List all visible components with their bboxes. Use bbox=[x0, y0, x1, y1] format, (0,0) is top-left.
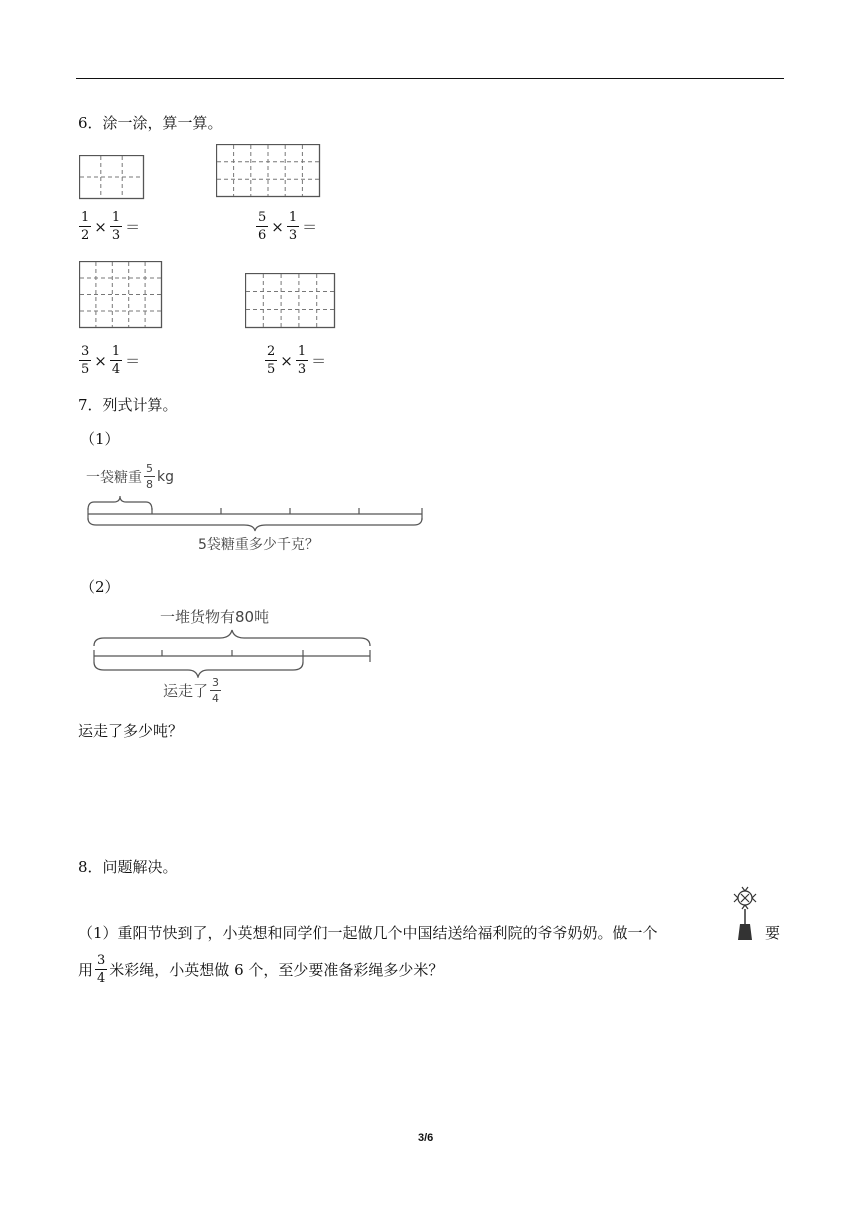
goods-total-label: 一堆货物有80吨 bbox=[160, 608, 270, 626]
fraction: $\frac{1}{2}$ bbox=[81, 210, 90, 243]
q8-line-2: 用 $\frac{3}{4}$ 米彩绳，小英想做 6 个，至少要准备彩绳多少米？ bbox=[78, 953, 444, 986]
q6-grid-2[interactable] bbox=[216, 144, 321, 198]
fraction: $\frac{1}{3}$ bbox=[111, 210, 121, 243]
q7-part2-label: （2） bbox=[80, 578, 120, 596]
q8-line-1-end: 要 bbox=[765, 924, 781, 942]
q6-expr-4: $\frac{2}{5}$ × $\frac{1}{3}$ ＝ bbox=[267, 344, 327, 377]
fraction: $\frac{3}{4}$ bbox=[212, 676, 220, 705]
q8-heading: 8．问题解决。 bbox=[78, 858, 178, 876]
fraction: $\frac{3}{4}$ bbox=[97, 953, 106, 986]
q6-grid-1[interactable] bbox=[79, 155, 145, 200]
q7-heading: 7．列式计算。 bbox=[78, 396, 178, 414]
q6-expr-1: $\frac{1}{2}$ × $\frac{1}{3}$ ＝ bbox=[81, 210, 141, 243]
fraction: $\frac{2}{5}$ bbox=[267, 344, 276, 377]
q8-line-1: （1）重阳节快到了，小英想和同学们一起做几个中国结送给福利院的爷爷奶奶。做一个 bbox=[78, 924, 658, 942]
goods-moved-label: 运走了 $\frac{3}{4}$ bbox=[163, 676, 220, 705]
sugar-bag-label: 一袋糖重 $\frac{5}{8}$ kg bbox=[86, 462, 174, 491]
fraction: $\frac{3}{5}$ bbox=[81, 344, 90, 377]
q6-expr-3: $\frac{3}{5}$ × $\frac{1}{4}$ ＝ bbox=[81, 344, 141, 377]
fraction: $\frac{1}{3}$ bbox=[288, 210, 298, 243]
q7-part2-question: 运走了多少吨？ bbox=[78, 722, 184, 740]
q7-part1-label: （1） bbox=[80, 430, 120, 448]
fraction: $\frac{5}{6}$ bbox=[258, 210, 267, 243]
fraction: $\frac{1}{4}$ bbox=[111, 344, 121, 377]
q6-expr-2: $\frac{5}{6}$ × $\frac{1}{3}$ ＝ bbox=[258, 210, 318, 243]
fraction: $\frac{5}{8}$ bbox=[146, 462, 153, 491]
sugar-segment-diagram bbox=[84, 492, 426, 532]
chinese-knot-image bbox=[732, 884, 758, 942]
q6-grid-4[interactable] bbox=[245, 273, 336, 329]
q6-grid-3[interactable] bbox=[79, 261, 163, 329]
q6-heading: 6．涂一涂，算一算。 bbox=[78, 114, 223, 132]
page-number: 3/6 bbox=[418, 1132, 434, 1144]
goods-segment-diagram bbox=[90, 626, 376, 678]
header-rule bbox=[76, 78, 784, 79]
sugar-question-label: 5袋糖重多少千克？ bbox=[198, 537, 319, 553]
fraction: $\frac{1}{3}$ bbox=[297, 344, 307, 377]
